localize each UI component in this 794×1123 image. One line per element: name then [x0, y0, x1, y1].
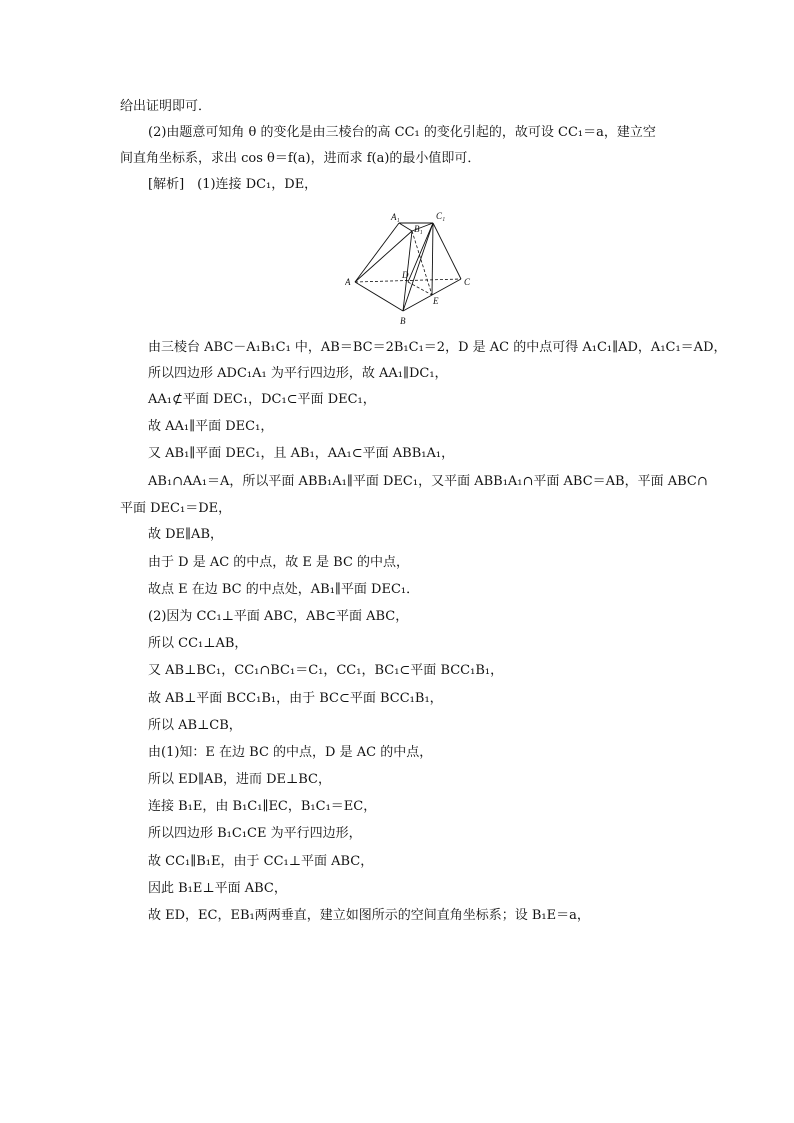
figure-label: C₁	[436, 211, 446, 221]
text-line: 故 AA₁∥平面 DEC₁，	[148, 419, 274, 434]
text-line: 由三棱台 ABC－A₁B₁C₁ 中，AB＝BC＝2B₁C₁＝2，D 是 AC 的中点可得 A₁C₁∥AD，A₁C₁＝AD，	[148, 340, 727, 355]
text-line: (2)由题意可知角 θ 的变化是由三棱台的高 CC₁ 的变化引起的，故可设 CC₁＝a，建立空	[148, 125, 656, 140]
text-line: 故点 E 在边 BC 的中点处，AB₁∥平面 DEC₁．	[148, 582, 420, 597]
text-line: 所以 AB⊥CB，	[148, 718, 242, 733]
figure-label: B₁	[414, 224, 423, 234]
text-line: 由于 D 是 AC 的中点，故 E 是 BC 的中点，	[148, 555, 410, 570]
text-line: 又 AB⊥BC₁，CC₁∩BC₁＝C₁，CC₁，BC₁⊂平面 BCC₁B₁，	[148, 663, 504, 678]
text-line: 故 DE∥AB，	[148, 527, 223, 542]
text-line: 所以四边形 B₁C₁CE 为平行四边形，	[148, 826, 362, 841]
figure-label: A	[345, 277, 351, 287]
text-line: 所以 ED∥AB，进而 DE⊥BC，	[148, 772, 332, 787]
text-line: 由(1)知：E 在边 BC 的中点，D 是 AC 的中点，	[148, 745, 433, 760]
text-line: 平面 DEC₁＝DE，	[120, 501, 232, 516]
figure-label: B	[400, 316, 406, 326]
figure-label: D	[402, 270, 409, 280]
text-line: AA₁⊄平面 DEC₁，DC₁⊂平面 DEC₁，	[148, 392, 376, 407]
text-line: 故 AB⊥平面 BCC₁B₁，由于 BC⊂平面 BCC₁B₁，	[148, 691, 443, 706]
text-line: 所以 CC₁⊥AB，	[148, 636, 248, 651]
text-line: 间直角坐标系，求出 cos θ＝f(a)，进而求 f(a)的最小值即可．	[120, 151, 481, 166]
figure-label: A₁	[391, 212, 400, 222]
text-line: 所以四边形 ADC₁A₁ 为平行四边形，故 AA₁∥DC₁，	[148, 366, 448, 381]
text-line: 又 AB₁∥平面 DEC₁，且 AB₁，AA₁⊂平面 ABB₁A₁，	[148, 446, 455, 461]
text-line: 故 CC₁∥B₁E，由于 CC₁⊥平面 ABC，	[148, 854, 374, 869]
text-line: AB₁∩AA₁＝A，所以平面 ABB₁A₁∥平面 DEC₁，又平面 ABB₁A₁∩平面 ABC＝AB，平面 ABC∩	[148, 474, 708, 489]
text-line: (2)因为 CC₁⊥平面 ABC，AB⊂平面 ABC，	[148, 609, 409, 624]
text-line: [解析] (1)连接 DC₁，DE，	[148, 177, 318, 192]
figure-label: E	[433, 296, 439, 306]
figure-label: C	[464, 277, 471, 287]
text-line: 给出证明即可．	[120, 99, 212, 114]
text-line: 故 ED，EC，EB₁两两垂直，建立如图所示的空间直角坐标系；设 B₁E＝a，	[148, 908, 590, 923]
text-line: 连接 B₁E，由 B₁C₁∥EC，B₁C₁＝EC，	[148, 799, 377, 814]
text-line: 因此 B₁E⊥平面 ABC，	[148, 881, 287, 896]
frustum-figure	[345, 205, 475, 330]
